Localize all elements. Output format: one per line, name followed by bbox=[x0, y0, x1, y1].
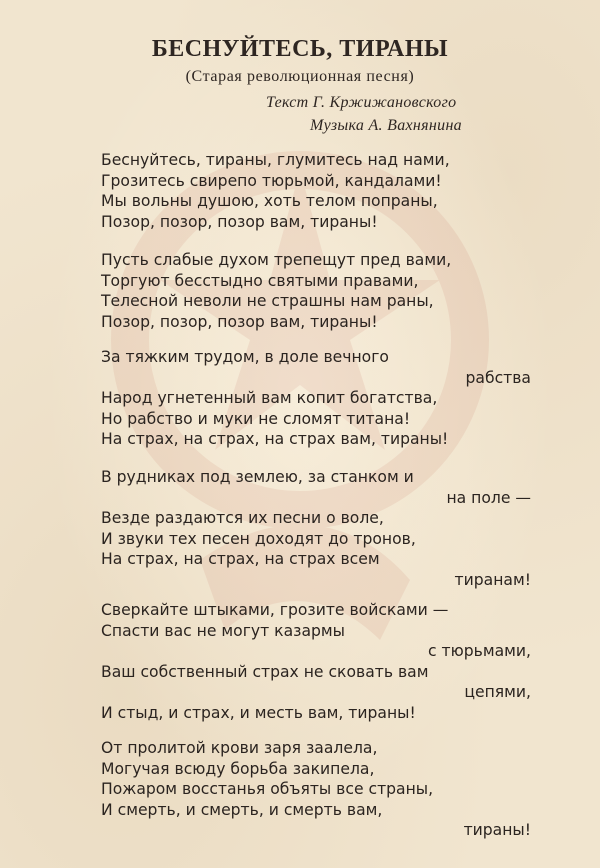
verse-line: На страх, на страх, на страх всем bbox=[101, 550, 380, 568]
verse-line: Пожаром восстанья объяты все страны, bbox=[101, 780, 434, 798]
verse-line: И смерть, и смерть, и смерть вам, bbox=[101, 800, 383, 819]
verse-line-continuation: тираны! bbox=[463, 821, 531, 839]
verse-line: Пусть слабые духом трепещут пред вами, bbox=[101, 251, 452, 269]
song-title: БЕСНУЙТЕСЬ, ТИРАНЫ bbox=[151, 36, 449, 62]
verse-line-continuation: рабства bbox=[465, 368, 531, 387]
verse-line: Но рабство и муки не сломят титана! bbox=[101, 409, 411, 428]
verse-line: Грозитесь свирепо тюрьмой, кандалами! bbox=[101, 171, 442, 190]
verse-line-continuation: тиранам! bbox=[454, 570, 531, 589]
verse-line: Спасти вас не могут казармы bbox=[101, 621, 345, 640]
verse-3 bbox=[101, 347, 531, 450]
verse-4 bbox=[101, 467, 531, 590]
verse-line: И стыд, и страх, и месть вам, тираны! bbox=[101, 703, 416, 722]
verse-line: Ваш собственный страх не сковать вам bbox=[101, 662, 429, 681]
verse-line: И звуки тех песен доходят до тронов, bbox=[101, 529, 416, 548]
verse-line: На страх, на страх, на страх вам, тираны! bbox=[101, 430, 449, 448]
verse-1 bbox=[101, 150, 531, 232]
verse-line: Везде раздаются их песни о воле, bbox=[101, 509, 384, 527]
verse-line-continuation: цепями, bbox=[464, 683, 531, 701]
verse-line: Позор, позор, позор вам, тираны! bbox=[101, 212, 378, 231]
verse-line: Мы вольны душою, хоть телом попраны, bbox=[101, 192, 438, 210]
song-subtitle: (Старая революционная песня) bbox=[185, 68, 415, 85]
verse-line: В рудниках под землею, за станком и bbox=[101, 468, 414, 486]
verse-5 bbox=[101, 600, 531, 723]
verse-line: Сверкайте штыками, грозите войсками — bbox=[101, 601, 449, 619]
verse-line: За тяжким трудом, в доле вечного bbox=[101, 348, 389, 366]
music-credit: Музыка А. Вахнянина bbox=[310, 117, 462, 134]
verse-line: Позор, позор, позор вам, тираны! bbox=[101, 312, 378, 331]
verse-line: Телесной неволи не страшны нам раны, bbox=[101, 292, 434, 310]
lyrics-credit: Текст Г. Кржижановского bbox=[266, 94, 457, 111]
verse-line: Народ угнетенный вам копит богатства, bbox=[101, 389, 438, 407]
verse-line-continuation: на поле — bbox=[446, 488, 531, 507]
verse-line: От пролитой крови заря заалела, bbox=[101, 739, 378, 757]
verse-6 bbox=[101, 738, 531, 841]
verse-line: Торгуют бесстыдно святыми правами, bbox=[101, 271, 419, 290]
verse-line: Могучая всюду борьба закипела, bbox=[101, 759, 375, 778]
verse-2 bbox=[101, 250, 531, 332]
verse-line: Беснуйтесь, тираны, глумитесь над нами, bbox=[101, 151, 450, 169]
verse-line-continuation: с тюрьмами, bbox=[427, 642, 531, 660]
